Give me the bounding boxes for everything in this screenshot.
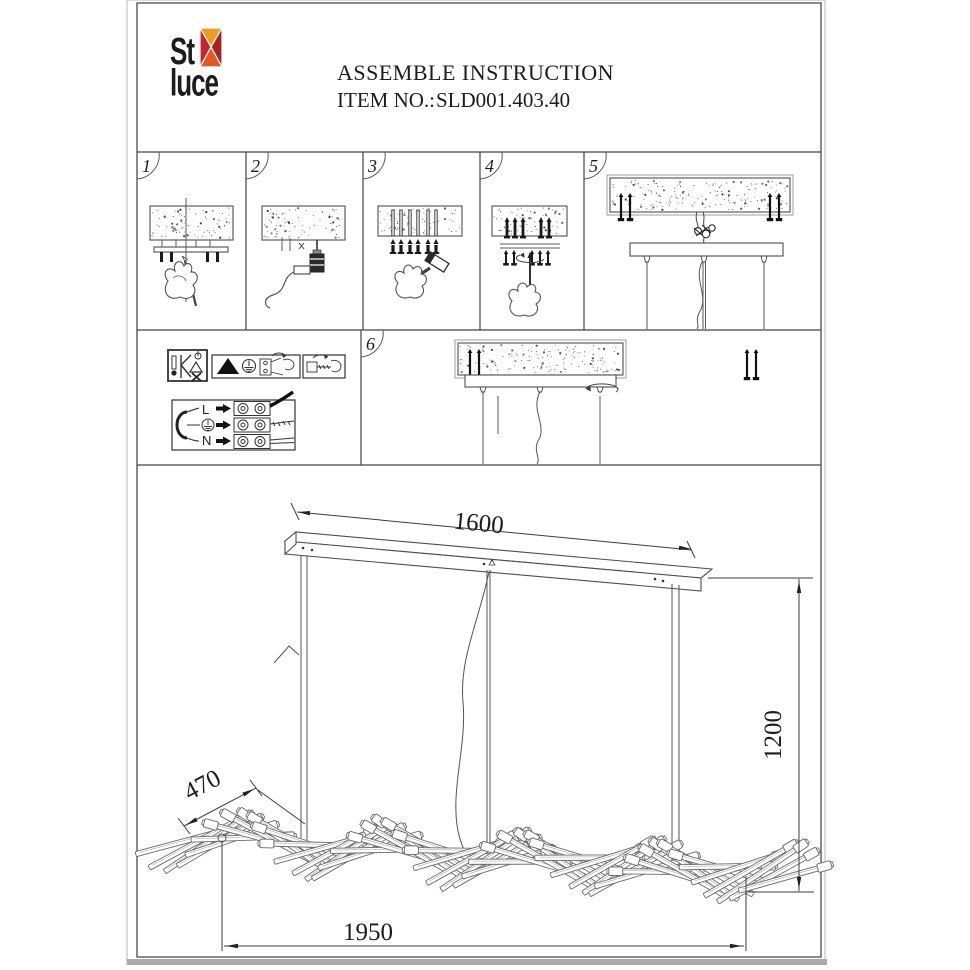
step-number: 3: [368, 156, 377, 176]
live-label: L: [202, 402, 210, 417]
step-number: 6: [366, 334, 375, 354]
item-no-value: SLD001.403.40: [436, 88, 571, 112]
drop-height-dim: 1200: [760, 710, 787, 760]
fixture-length-dim: 1950: [343, 919, 393, 946]
logo-text-st: St: [170, 30, 194, 72]
sheet-title: ASSEMBLE INSTRUCTION: [337, 60, 615, 85]
step-number: 5: [589, 156, 598, 176]
neutral-label: N: [202, 433, 212, 448]
canopy-length-dim: 1600: [452, 507, 505, 540]
fixture-depth-dim: 470: [179, 764, 226, 807]
page-bottom-shadow: [127, 959, 827, 965]
logo-text-luce: luce: [170, 61, 219, 104]
step-number: 1: [142, 156, 151, 176]
item-no-label: ITEM NO.:: [337, 88, 435, 112]
canopy-bar: [630, 243, 783, 256]
step-number: 2: [251, 156, 260, 176]
step-number: 4: [485, 156, 494, 176]
